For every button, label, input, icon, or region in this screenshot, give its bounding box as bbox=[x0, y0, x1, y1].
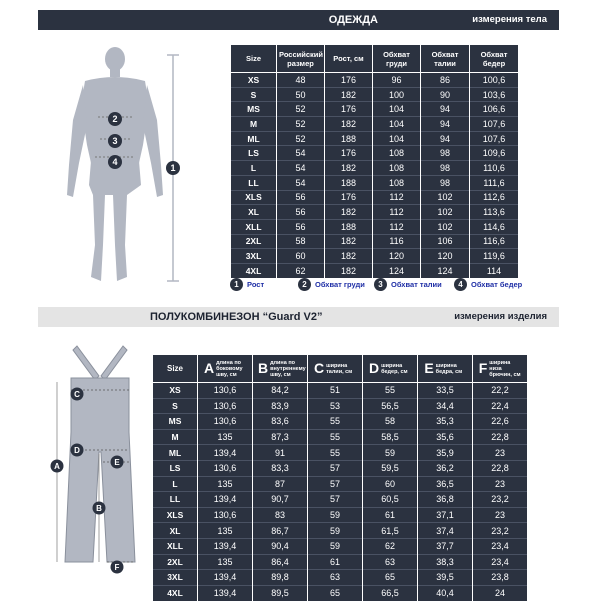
value-cell: 22,2 bbox=[473, 383, 528, 399]
value-cell: 22,4 bbox=[473, 398, 528, 414]
value-cell: 135 bbox=[198, 476, 253, 492]
value-cell: 188 bbox=[325, 219, 373, 234]
value-cell: 182 bbox=[325, 263, 373, 278]
value-cell: 90,4 bbox=[253, 538, 308, 554]
value-cell: 37,1 bbox=[418, 507, 473, 523]
table-row bbox=[153, 445, 528, 461]
legend-height bbox=[230, 277, 264, 291]
value-cell: 107,6 bbox=[470, 117, 519, 132]
size-cell: 3XL bbox=[231, 249, 277, 264]
value-cell: 23 bbox=[473, 507, 528, 523]
value-cell: 23,4 bbox=[473, 538, 528, 554]
marker-c-label: C bbox=[74, 390, 80, 399]
value-cell: 94 bbox=[421, 131, 470, 146]
col-header-size: Size bbox=[153, 355, 198, 383]
value-cell: 120 bbox=[373, 249, 421, 264]
overall-title: ПОЛУКОМБИНЕЗОН “Guard V2” bbox=[150, 311, 323, 323]
value-cell: 130,6 bbox=[198, 460, 253, 476]
value-cell: 182 bbox=[325, 87, 373, 102]
value-cell: 56 bbox=[277, 190, 325, 205]
value-cell: 24 bbox=[473, 585, 528, 601]
value-cell: 83 bbox=[253, 507, 308, 523]
value-cell: 139,4 bbox=[198, 492, 253, 508]
table-row bbox=[153, 414, 528, 430]
col-header-e: E ширина бедра, см bbox=[418, 355, 473, 383]
value-cell: 23 bbox=[473, 445, 528, 461]
size-cell: ML bbox=[231, 131, 277, 146]
value-cell: 55 bbox=[308, 414, 363, 430]
size-cell: ML bbox=[153, 445, 198, 461]
overall-size-table bbox=[152, 354, 528, 601]
size-cell: MS bbox=[153, 414, 198, 430]
marker-f-label: F bbox=[114, 563, 120, 572]
value-cell: 94 bbox=[421, 117, 470, 132]
size-cell: XLL bbox=[153, 538, 198, 554]
table-row bbox=[231, 161, 519, 176]
value-cell: 35,3 bbox=[418, 414, 473, 430]
overalls-figure bbox=[45, 342, 155, 582]
value-cell: 83,6 bbox=[253, 414, 308, 430]
value-cell: 59 bbox=[308, 523, 363, 539]
value-cell: 56 bbox=[277, 205, 325, 220]
value-cell: 135 bbox=[198, 523, 253, 539]
body-figure bbox=[55, 45, 225, 295]
value-cell: 188 bbox=[325, 175, 373, 190]
value-cell: 55 bbox=[363, 383, 418, 399]
legend-label-chest: Обхват груди bbox=[315, 279, 365, 289]
legend-label-hips: Обхват бедер bbox=[471, 279, 523, 289]
value-cell: 36,8 bbox=[418, 492, 473, 508]
marker-a-label: A bbox=[54, 462, 60, 471]
value-cell: 22,6 bbox=[473, 414, 528, 430]
marker-a bbox=[51, 460, 64, 473]
value-cell: 139,4 bbox=[198, 445, 253, 461]
value-cell: 98 bbox=[421, 161, 470, 176]
value-cell: 86,7 bbox=[253, 523, 308, 539]
value-cell: 106 bbox=[421, 234, 470, 249]
value-cell: 139,4 bbox=[198, 585, 253, 601]
value-cell: 52 bbox=[277, 102, 325, 117]
value-cell: 55 bbox=[308, 429, 363, 445]
value-cell: 52 bbox=[277, 131, 325, 146]
value-cell: 116,6 bbox=[470, 234, 519, 249]
value-cell: 104 bbox=[373, 102, 421, 117]
value-cell: 23 bbox=[473, 476, 528, 492]
legend-num-4: 4 bbox=[454, 278, 467, 291]
marker-4-label: 4 bbox=[112, 157, 118, 167]
size-cell: MS bbox=[231, 102, 277, 117]
value-cell: 66,5 bbox=[363, 585, 418, 601]
value-cell: 48 bbox=[277, 73, 325, 88]
value-cell: 107,6 bbox=[470, 131, 519, 146]
table-row bbox=[153, 585, 528, 601]
value-cell: 188 bbox=[325, 131, 373, 146]
value-cell: 90,7 bbox=[253, 492, 308, 508]
table-row bbox=[231, 131, 519, 146]
marker-d bbox=[71, 444, 84, 457]
marker-b bbox=[93, 502, 106, 515]
marker-2-label: 2 bbox=[112, 114, 118, 124]
value-cell: 83,3 bbox=[253, 460, 308, 476]
value-cell: 135 bbox=[198, 554, 253, 570]
value-cell: 55 bbox=[308, 445, 363, 461]
marker-f bbox=[111, 561, 124, 574]
table-row bbox=[153, 538, 528, 554]
value-cell: 37,7 bbox=[418, 538, 473, 554]
size-cell: S bbox=[153, 398, 198, 414]
value-cell: 59 bbox=[308, 507, 363, 523]
marker-3-label: 3 bbox=[112, 136, 118, 146]
clothing-subtitle: измерения тела bbox=[472, 14, 547, 25]
table-row bbox=[231, 175, 519, 190]
overall-header bbox=[38, 307, 559, 327]
table-row bbox=[153, 554, 528, 570]
value-cell: 120 bbox=[421, 249, 470, 264]
value-cell: 98 bbox=[421, 146, 470, 161]
value-cell: 116 bbox=[373, 234, 421, 249]
value-cell: 57 bbox=[308, 476, 363, 492]
marker-chest bbox=[108, 112, 122, 126]
size-cell: XL bbox=[231, 205, 277, 220]
value-cell: 83,9 bbox=[253, 398, 308, 414]
clothing-size-table bbox=[230, 44, 519, 278]
value-cell: 112 bbox=[373, 190, 421, 205]
table-row bbox=[231, 234, 519, 249]
value-cell: 56 bbox=[277, 219, 325, 234]
col-header-size: Size bbox=[231, 45, 277, 73]
size-cell: 3XL bbox=[153, 570, 198, 586]
value-cell: 130,6 bbox=[198, 383, 253, 399]
value-cell: 100 bbox=[373, 87, 421, 102]
size-cell: 4XL bbox=[231, 263, 277, 278]
col-header-chest: Обхват груди bbox=[373, 45, 421, 73]
size-cell: L bbox=[153, 476, 198, 492]
value-cell: 111,6 bbox=[470, 175, 519, 190]
value-cell: 86,4 bbox=[253, 554, 308, 570]
value-cell: 108 bbox=[373, 146, 421, 161]
marker-d-label: D bbox=[74, 446, 80, 455]
value-cell: 36,2 bbox=[418, 460, 473, 476]
value-cell: 94 bbox=[421, 102, 470, 117]
legend-num-2: 2 bbox=[298, 278, 311, 291]
value-cell: 60 bbox=[277, 249, 325, 264]
size-cell: XL bbox=[153, 523, 198, 539]
table-row bbox=[153, 398, 528, 414]
value-cell: 23,2 bbox=[473, 492, 528, 508]
marker-hips bbox=[108, 155, 122, 169]
marker-e-label: E bbox=[114, 458, 120, 467]
value-cell: 176 bbox=[325, 146, 373, 161]
col-header-c: C ширина талии, см bbox=[308, 355, 363, 383]
value-cell: 90 bbox=[421, 87, 470, 102]
value-cell: 103,6 bbox=[470, 87, 519, 102]
size-cell: M bbox=[231, 117, 277, 132]
marker-height bbox=[166, 161, 180, 175]
value-cell: 114,6 bbox=[470, 219, 519, 234]
value-cell: 104 bbox=[373, 131, 421, 146]
value-cell: 61 bbox=[363, 507, 418, 523]
value-cell: 59 bbox=[363, 445, 418, 461]
size-cell: XLS bbox=[231, 190, 277, 205]
value-cell: 102 bbox=[421, 205, 470, 220]
legend-chest bbox=[298, 277, 365, 291]
value-cell: 23,2 bbox=[473, 523, 528, 539]
legend-hips bbox=[454, 277, 522, 291]
table-row bbox=[231, 117, 519, 132]
value-cell: 53 bbox=[308, 398, 363, 414]
size-cell: LS bbox=[231, 146, 277, 161]
value-cell: 60 bbox=[363, 476, 418, 492]
value-cell: 59 bbox=[308, 538, 363, 554]
value-cell: 130,6 bbox=[198, 398, 253, 414]
col-header-a: A длина по боковому шву, см bbox=[198, 355, 253, 383]
value-cell: 57 bbox=[308, 492, 363, 508]
value-cell: 39,5 bbox=[418, 570, 473, 586]
size-cell: 2XL bbox=[153, 554, 198, 570]
table-row bbox=[153, 523, 528, 539]
value-cell: 87,3 bbox=[253, 429, 308, 445]
value-cell: 119,6 bbox=[470, 249, 519, 264]
value-cell: 52 bbox=[277, 117, 325, 132]
value-cell: 91 bbox=[253, 445, 308, 461]
size-cell: LL bbox=[231, 175, 277, 190]
value-cell: 23,8 bbox=[473, 570, 528, 586]
value-cell: 130,6 bbox=[198, 507, 253, 523]
size-cell: S bbox=[231, 87, 277, 102]
value-cell: 36,5 bbox=[418, 476, 473, 492]
table-row bbox=[231, 219, 519, 234]
size-cell: 2XL bbox=[231, 234, 277, 249]
value-cell: 60,5 bbox=[363, 492, 418, 508]
value-cell: 33,5 bbox=[418, 383, 473, 399]
value-cell: 110,6 bbox=[470, 161, 519, 176]
value-cell: 40,4 bbox=[418, 585, 473, 601]
value-cell: 84,2 bbox=[253, 383, 308, 399]
value-cell: 98 bbox=[421, 175, 470, 190]
value-cell: 176 bbox=[325, 190, 373, 205]
value-cell: 38,3 bbox=[418, 554, 473, 570]
legend-label-height: Рост bbox=[247, 279, 265, 289]
value-cell: 135 bbox=[198, 429, 253, 445]
value-cell: 58 bbox=[277, 234, 325, 249]
marker-c bbox=[71, 388, 84, 401]
value-cell: 113,6 bbox=[470, 205, 519, 220]
value-cell: 35,9 bbox=[418, 445, 473, 461]
col-header-b: B длина по внутреннему шву, см bbox=[253, 355, 308, 383]
size-cell: 4XL bbox=[153, 585, 198, 601]
table-row bbox=[231, 102, 519, 117]
value-cell: 102 bbox=[421, 219, 470, 234]
value-cell: 89,8 bbox=[253, 570, 308, 586]
value-cell: 54 bbox=[277, 146, 325, 161]
col-header-d: D ширина бедер, см bbox=[363, 355, 418, 383]
size-cell: XLS bbox=[153, 507, 198, 523]
size-cell: LS bbox=[153, 460, 198, 476]
table-row bbox=[153, 492, 528, 508]
value-cell: 109,6 bbox=[470, 146, 519, 161]
col-header-hips: Обхват бедер bbox=[470, 45, 519, 73]
size-cell: XS bbox=[231, 73, 277, 88]
value-cell: 61,5 bbox=[363, 523, 418, 539]
value-cell: 139,4 bbox=[198, 538, 253, 554]
value-cell: 182 bbox=[325, 249, 373, 264]
table-row bbox=[153, 476, 528, 492]
value-cell: 51 bbox=[308, 383, 363, 399]
value-cell: 108 bbox=[373, 175, 421, 190]
value-cell: 61 bbox=[308, 554, 363, 570]
value-cell: 56,5 bbox=[363, 398, 418, 414]
value-cell: 112 bbox=[373, 219, 421, 234]
value-cell: 23,4 bbox=[473, 554, 528, 570]
value-cell: 182 bbox=[325, 234, 373, 249]
value-cell: 176 bbox=[325, 73, 373, 88]
value-cell: 106,6 bbox=[470, 102, 519, 117]
clothing-title: ОДЕЖДА bbox=[328, 14, 378, 26]
size-cell: LL bbox=[153, 492, 198, 508]
legend-label-waist: Обхват талии bbox=[391, 279, 442, 289]
value-cell: 63 bbox=[363, 554, 418, 570]
value-cell: 59,5 bbox=[363, 460, 418, 476]
legend-num-3: 3 bbox=[374, 278, 387, 291]
table-row bbox=[231, 146, 519, 161]
value-cell: 22,8 bbox=[473, 429, 528, 445]
size-cell: XLL bbox=[231, 219, 277, 234]
value-cell: 139,4 bbox=[198, 570, 253, 586]
size-cell: L bbox=[231, 161, 277, 176]
clothing-header bbox=[38, 10, 559, 30]
value-cell: 89,5 bbox=[253, 585, 308, 601]
col-header-f: F ширина низа брючин, см bbox=[473, 355, 528, 383]
value-cell: 37,4 bbox=[418, 523, 473, 539]
value-cell: 62 bbox=[277, 263, 325, 278]
marker-b-label: B bbox=[96, 504, 102, 513]
overall-subtitle: измерения изделия bbox=[454, 311, 547, 322]
value-cell: 57 bbox=[308, 460, 363, 476]
legend-num-1: 1 bbox=[230, 278, 243, 291]
table-row bbox=[231, 205, 519, 220]
size-cell: XS bbox=[153, 383, 198, 399]
value-cell: 54 bbox=[277, 161, 325, 176]
value-cell: 112 bbox=[373, 205, 421, 220]
marker-e bbox=[111, 456, 124, 469]
value-cell: 58,5 bbox=[363, 429, 418, 445]
value-cell: 182 bbox=[325, 117, 373, 132]
legend-waist bbox=[374, 277, 442, 291]
value-cell: 58 bbox=[363, 414, 418, 430]
value-cell: 124 bbox=[373, 263, 421, 278]
marker-waist bbox=[108, 134, 122, 148]
value-cell: 63 bbox=[308, 570, 363, 586]
size-cell: M bbox=[153, 429, 198, 445]
table-row bbox=[153, 429, 528, 445]
marker-1-label: 1 bbox=[170, 163, 176, 173]
table-row bbox=[231, 87, 519, 102]
value-cell: 130,6 bbox=[198, 414, 253, 430]
value-cell: 22,8 bbox=[473, 460, 528, 476]
value-cell: 34,4 bbox=[418, 398, 473, 414]
value-cell: 50 bbox=[277, 87, 325, 102]
value-cell: 86 bbox=[421, 73, 470, 88]
value-cell: 65 bbox=[308, 585, 363, 601]
value-cell: 114 bbox=[470, 263, 519, 278]
table-row bbox=[153, 460, 528, 476]
value-cell: 182 bbox=[325, 205, 373, 220]
value-cell: 108 bbox=[373, 161, 421, 176]
table-row bbox=[153, 570, 528, 586]
value-cell: 112,6 bbox=[470, 190, 519, 205]
value-cell: 62 bbox=[363, 538, 418, 554]
table-row bbox=[231, 73, 519, 88]
value-cell: 182 bbox=[325, 161, 373, 176]
value-cell: 87 bbox=[253, 476, 308, 492]
table-row bbox=[231, 249, 519, 264]
value-cell: 124 bbox=[421, 263, 470, 278]
value-cell: 54 bbox=[277, 175, 325, 190]
table-row bbox=[153, 507, 528, 523]
value-cell: 104 bbox=[373, 117, 421, 132]
col-header-waist: Обхват талии bbox=[421, 45, 470, 73]
table-row bbox=[153, 383, 528, 399]
value-cell: 35,6 bbox=[418, 429, 473, 445]
value-cell: 100,6 bbox=[470, 73, 519, 88]
value-cell: 65 bbox=[363, 570, 418, 586]
col-header-russian-size: Российский размер bbox=[277, 45, 325, 73]
col-header-height: Рост, см bbox=[325, 45, 373, 73]
table-row bbox=[231, 263, 519, 278]
value-cell: 176 bbox=[325, 102, 373, 117]
value-cell: 102 bbox=[421, 190, 470, 205]
value-cell: 96 bbox=[373, 73, 421, 88]
table-row bbox=[231, 190, 519, 205]
